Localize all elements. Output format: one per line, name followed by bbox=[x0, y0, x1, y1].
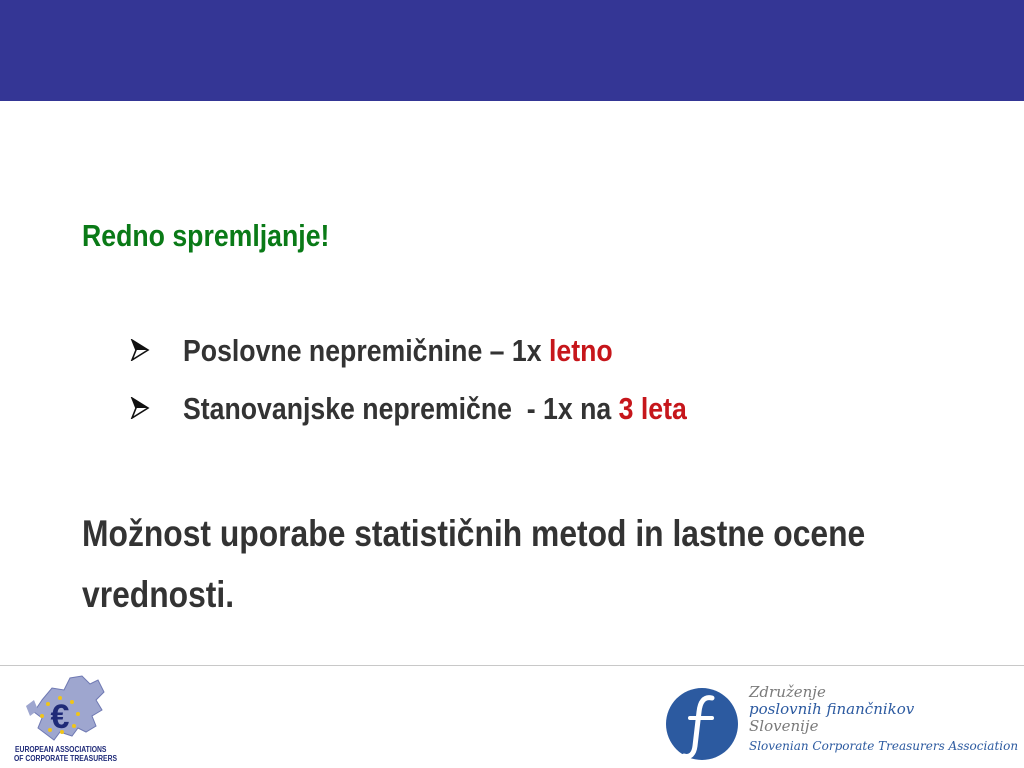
zpfs-line: poslovnih finančnikov bbox=[749, 700, 915, 718]
zpfs-line: Združenje bbox=[749, 683, 826, 701]
eact-line: EUROPEAN ASSOCIATIONS bbox=[15, 745, 107, 754]
svg-text:€: € bbox=[50, 698, 70, 736]
zpfs-line: Slovenian Corporate Treasurers Association bbox=[749, 739, 1019, 753]
bullet-item bbox=[130, 331, 683, 371]
arrow-bullet-icon bbox=[130, 331, 152, 371]
paragraph-line: Možnost uporabe statističnih metod in lastne ocene bbox=[82, 513, 866, 554]
arrow-bullet-icon bbox=[130, 389, 152, 429]
bullet-text bbox=[183, 331, 613, 371]
bullet-highlight: letno bbox=[548, 333, 613, 368]
body-paragraph bbox=[82, 503, 942, 625]
bullet-main-text: Stanovanjske nepremične - 1x na bbox=[183, 391, 619, 426]
f-circle-logo bbox=[662, 684, 742, 764]
paragraph-line: vrednosti. bbox=[82, 574, 235, 615]
bullet-highlight: 3 leta bbox=[618, 391, 687, 426]
bullet-text bbox=[183, 389, 687, 429]
slide-heading: Redno spremljanje! bbox=[82, 218, 330, 253]
bullet-item bbox=[130, 389, 769, 429]
bullet-main-text: Poslovne nepremičnine – 1x bbox=[183, 333, 549, 368]
eact-logo-text bbox=[14, 745, 118, 763]
zpfs-logo-text bbox=[749, 684, 1018, 755]
zpfs-line: Slovenije bbox=[749, 717, 819, 735]
eact-line: OF CORPORATE TREASURERS bbox=[14, 754, 118, 763]
